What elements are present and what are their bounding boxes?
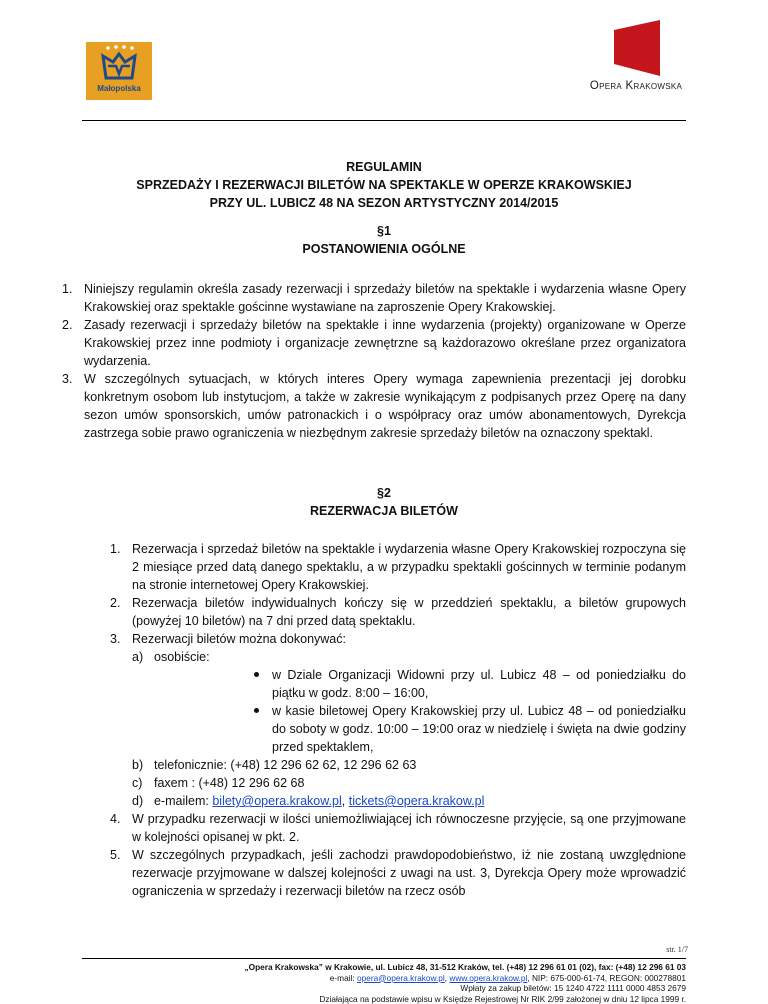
list-item <box>110 540 686 594</box>
opera-krakowska-logo <box>566 20 706 96</box>
item-text: W przypadku rezerwacji w ilości uniemożliwiającej ich równoczesne przyjęcie, są one przyjmowane w kolejności opisanej w pkt. 2. <box>132 812 686 844</box>
sub-item-label: d) <box>132 794 144 808</box>
item-number: 3. <box>110 632 121 646</box>
section-2-title: REZERWACJA BILETÓW <box>310 504 458 518</box>
bullet-icon <box>254 708 259 713</box>
bullet-item <box>254 702 686 756</box>
item-number: 2. <box>62 318 73 332</box>
list-item <box>62 280 686 316</box>
list-item <box>110 846 686 900</box>
item-number: 4. <box>110 812 121 826</box>
section-2-heading <box>82 484 686 520</box>
section-2-number: §2 <box>377 486 391 500</box>
item-number: 2. <box>110 596 121 610</box>
item-text: Rezerwacja biletów indywidualnych kończy się w przeddzień spektaklu, a biletów grupowych (powyżej 10 biletów) na 7 dni przed datą spektaklu. <box>132 596 686 628</box>
sub-item-label: a) <box>132 650 144 664</box>
footer-divider <box>82 958 686 959</box>
footer-address: „Opera Krakowska” w Krakowie, ul. Lubicz 48, 31-512 Kraków, tel. (+48) 12 296 61 01 (02), fax: (+48) 12 296 61 03 <box>244 962 686 972</box>
sub-item-text: e-mailem: <box>154 794 213 808</box>
sub-item-label: b) <box>132 758 144 772</box>
list-item <box>62 316 686 370</box>
title-line-3: PRZY UL. LUBICZ 48 NA SEZON ARTYSTYCZNY 2014/2015 <box>209 196 559 210</box>
section-1-heading <box>82 222 686 258</box>
item-text: Rezerwacja i sprzedaż biletów na spektakle i wydarzenia własne Opery Krakowskiej rozpoczyna się 2 miesiące przed datą danego spektaklu, a w przypadku spektakli gościnnych w terminie podanym na stronie internetowej Opery Krakowskiej. <box>132 542 686 592</box>
sub-item-text: osobiście: <box>154 650 210 664</box>
footer-registry: Działająca na podstawie wpisu w Księdze Rejestrowej Nr RIK 2/99 założonej w dniu 12 lipca 1999 r. <box>319 993 686 1004</box>
page-footer <box>82 962 686 1004</box>
footer-ids: , NIP: 675-000-61-74, REGON: 000278801 <box>527 972 686 983</box>
sub-item-c <box>132 774 686 792</box>
header-divider <box>82 120 686 121</box>
item-text: Rezerwacji biletów można dokonywać: <box>132 632 346 646</box>
item-number: 1. <box>110 542 121 556</box>
item-number: 3. <box>62 372 73 386</box>
section-1-list <box>62 280 686 442</box>
item-text: Niniejszy regulamin określa zasady rezerwacji i sprzedaży biletów na spektakle i wydarzenia własne Opery Krakowskiej oraz spektakle gościnne wystawiane na zaproszenie Opery Krakowskiej. <box>84 282 686 314</box>
sub-item-b <box>132 756 686 774</box>
section-1-title: POSTANOWIENIA OGÓLNE <box>302 242 466 256</box>
opera-logo-text: Opera Krakowska <box>589 80 683 92</box>
item-text: W szczególnych sytuacjach, w których interes Opery wymaga zapewnienia prezentacji jej dorobku konkretnym osobom lub instytucjom, a także w zakresie wynikającym z podpisanych przez Operę na dany sezon umów sponsorskich, umów patronackich i o współpracy oraz umów abonamentowych, Dyrekcja zastrzega sobie prawo ograniczenia w niezbędnym zakresie sprzedaży biletów na oznaczony spektakl. <box>84 372 686 440</box>
section-2-list <box>110 540 686 900</box>
separator: , <box>341 794 349 808</box>
email-link-tickets[interactable]: tickets@opera.krakow.pl <box>348 794 485 808</box>
footer-email-label: e-mail: <box>329 972 357 983</box>
bullet-item <box>254 666 686 702</box>
sub-item-text: faxem : (+48) 12 296 62 68 <box>154 776 305 790</box>
list-item <box>110 594 686 630</box>
footer-website-link[interactable]: www.opera.krakow.pl <box>449 972 528 983</box>
footer-bank-account: Wpłaty za zakup biletów: 15 1240 4722 1111 0000 4853 2679 <box>460 983 686 994</box>
title-line-2: SPRZEDAŻY I REZERWACJI BILETÓW NA SPEKTAKLE W OPERZE KRAKOWSKIEJ <box>136 178 632 192</box>
list-item <box>110 630 686 810</box>
sub-item-text: telefonicznie: (+48) 12 296 62 62, 12 296 62 63 <box>154 758 417 772</box>
item-number: 1. <box>62 282 73 296</box>
section-1-number: §1 <box>377 224 391 238</box>
item-text: W szczególnych przypadkach, jeśli zachodzi prawdopodobieństwo, iż nie zostaną uwzględnione rezerwacje przyjmowane w dalszej kolejności z uwagi na ust. 3, Dyrekcja Opery może wprowadzić ograniczenia w sprzedaży i rezerwacji biletów na rzecz osób <box>132 848 686 898</box>
separator: , <box>444 972 450 983</box>
email-link-bilety[interactable]: bilety@opera.krakow.pl <box>212 794 342 808</box>
bullet-icon <box>254 672 259 677</box>
footer-contacts <box>82 973 686 984</box>
malopolska-logo-text: Małopolska <box>97 84 141 93</box>
bullet-text: w kasie biletowej Opery Krakowskiej przy ul. Lubicz 48 – od poniedziałku do soboty w godz. 10:00 – 19:00 oraz w niedzielę i święta na dwie godziny przed spektaklem, <box>272 704 686 754</box>
list-item <box>62 370 686 442</box>
title-line-1: REGULAMIN <box>346 160 422 174</box>
item-text: Zasady rezerwacji i sprzedaży biletów na spektakle i inne wydarzenia (projekty) organizowane w Operze Krakowskiej przez inne podmioty i organizacje zewnętrzne są każdorazowo określane przez organizatora wydarzenia. <box>84 318 686 368</box>
sub-item-a <box>132 648 686 756</box>
document-title <box>82 158 686 212</box>
sub-item-label: c) <box>132 776 143 790</box>
list-item <box>110 810 686 846</box>
page-number: str. 1/7 <box>666 945 688 954</box>
sub-item-d <box>132 792 686 810</box>
opera-curtain-icon <box>614 20 660 76</box>
bullet-text: w Dziale Organizacji Widowni przy ul. Lubicz 48 – od poniedziałku do piątku w godz. 8:00 – 16:00, <box>272 668 686 700</box>
footer-email-link[interactable]: opera@opera.krakow.pl <box>357 972 445 983</box>
malopolska-logo <box>86 42 152 100</box>
item-number: 5. <box>110 848 121 862</box>
